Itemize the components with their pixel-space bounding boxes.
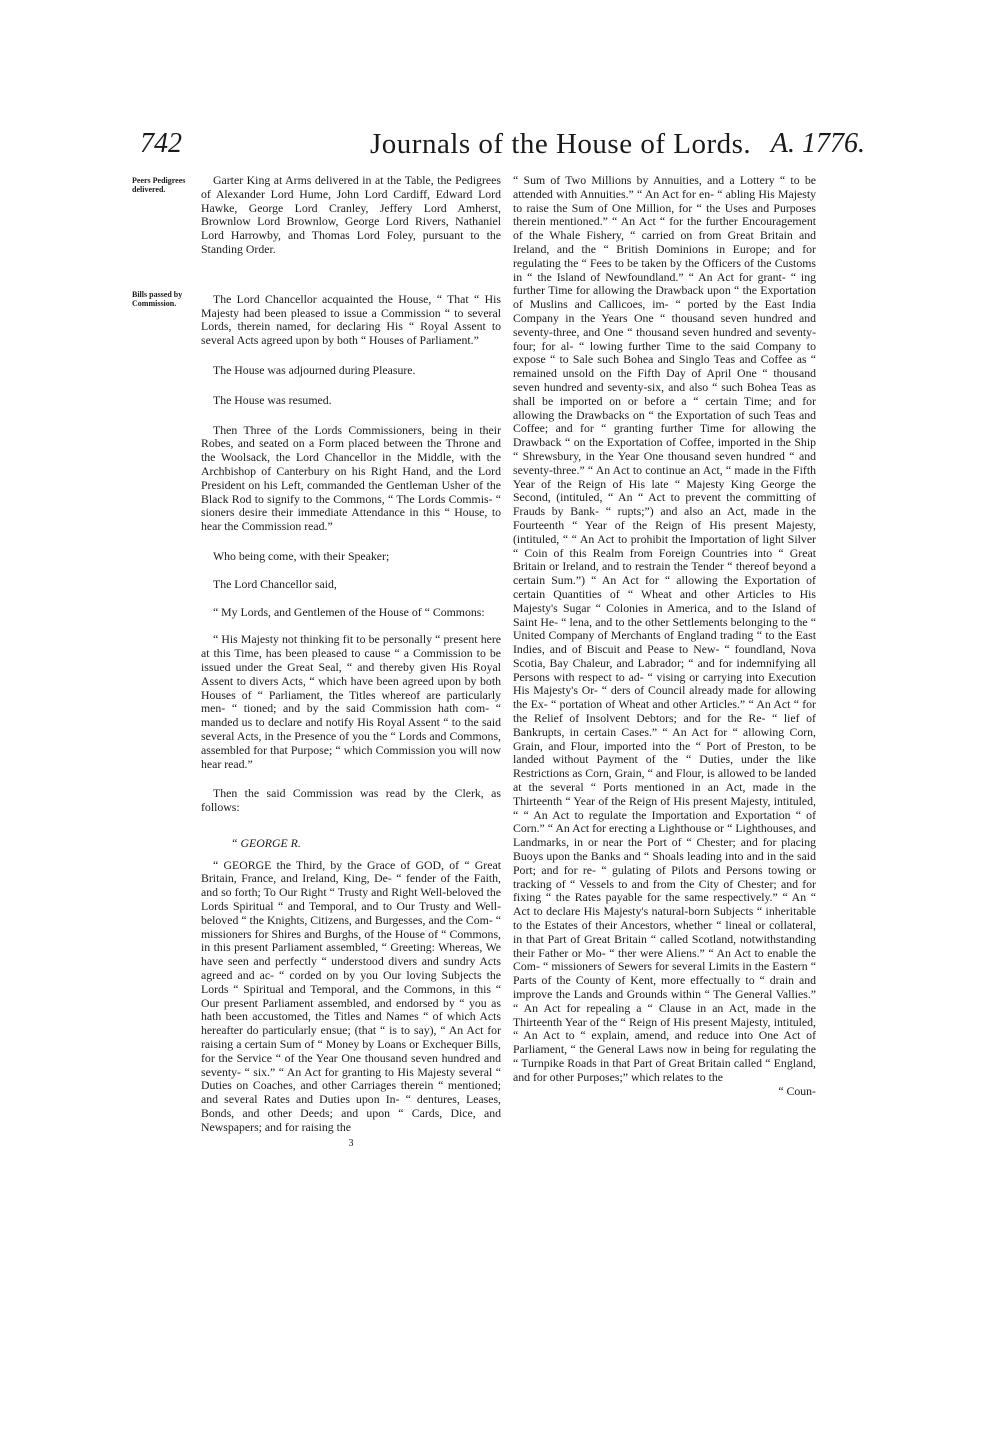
page-year: A. 1776. — [770, 128, 865, 159]
paragraph-acts-list: “ Sum of Two Millions by Annuities, and a Lottery “ to be attended with Annuities.” “ An Act for en- “ abling His Majesty to raise the Sum of One Million, for “ the Uses and Purposes therein mentioned.” “ An Act “ for the further Encouragement of the Whale Fishery, “ carried on from Great Britain and Ireland, and the “ British Dominions in Europe; and for regulating the “ Fees to be taken by the Officers of the Customs in “ the Island of Newfoundland.” “ An Act for grant- “ ing further Time for allowing the Drawback upon “ the Exportation of Muslins and Callicoes, im- “ ported by the East India Company in the Years One “ thousand seven hundred and seventy-three, and One “ thousand seven hundred and seventy-four; for al- “ lowing further Time to the said Company to expose “ to Sale such Bohea and Singlo Teas and Coffee as “ remained unsold on the Fifth Day of April One “ thousand seven hundred and seventy-six, and also “ such Bohea Teas as shall be imported on or before a “ certain Time; and for allowing the Drawbacks on “ the Exportation of such Teas and Coffee; and for “ granting further Time for allowing the Drawback “ on the Exportation of Coffee, imported in the Ship “ Shrewsbury, in the Year One thousand seven hundred “ and seventy-three.” “ An Act to continue an Act, “ made in the Fifth Year of the Reign of His late “ Majesty King George the Second, (intituled, “ An “ Act to prevent the committing of Frauds by Bank- “ rupts;”) and also an Act, made in the Fourteenth “ Year of the Reign of His present Majesty, (intituled, “ “ An Act to prohibit the Importation of light Silver “ Coin of this Realm from Foreign Countries into “ Great Britain or Ireland, and to restrain the Tender “ thereof beyond a certain Sum.”) “ An Act for “ allowing the Exportation of certain Quantities of “ Wheat and other Articles to His Majesty's Sugar “ Colonies in America, and to the Island of Saint He- “ lena, and to the other Settlements belonging to the “ United Company of Merchants of England trading “ to the East Indies, and of Biscuit and Pease to New- “ foundland, Nova Scotia, Bay Chaleur, and Labrador; “ and for indemnifying all Persons with respect to ad- “ vising or carrying into Execution His Majesty's Or- “ ders of Council already made for allowing the Ex- “ portation of Wheat and other Articles.” “ An Act “ for the Relief of Insolvent Debtors; and for the Re- “ lief of Bankrupts, in certain Cases.” “ An Act for “ allowing Corn, Grain, and Flour, imported into the “ Port of Preston, to be landed without Payment of the “ Duties, under the like Restrictions as Corn, Grain, “ and Flour, is allowed to be landed at the several “ Ports mentioned in an Act, made in the Thirteenth “ Year of the Reign of His present Majesty, intituled, “ “ An Act to regulate the Importation and Exportation “ of Corn.” “ An Act for erecting a Lighthouse or “ Lighthouses, and Landmarks, in or near the Port of “ Chester; and for placing Buoys upon the Banks and “ Shoals leading into and in the said Port; and for re- “ gulating of Pilots and Persons towing or tracking of “ Vessels to and from the City of Chester; and for fixing “ the Rates payable for the same respectively.” “ An “ Act to declare His Majesty's natural-born Subjects “ inheritable to the Estates of their Ancestors, whether “ lineal or collateral, in that Part of Great Britain “ called Scotland, notwithstanding their Father or Mo- “ ther were Aliens.” “ An Act to enable the Com- “ missioners of Sewers for several Limits in the Eastern “ Parts of the County of Kent, more effectually to “ drain and improve the Lands and Grounds within “ The General Vallies.” “ An Act for repealing a “ Clause in an Act, made in the Thirteenth Year of the “ Reign of His present Majesty, intituled, “ An Act to “ explain, amend, and reduce into One Act of Parliament, “ the General Laws now in being for regulating the “ Turnpike Roads in that Part of Great Britain called “ England, and for other Purposes;” which relates to the — [513, 173, 816, 1084]
paragraph-address: “ My Lords, and Gentlemen of the House of “ Commons: — [213, 604, 485, 619]
right-column — [513, 174, 816, 1098]
paragraph-commission-read: Then the said Commission was read by the Clerk, as follows: — [201, 786, 501, 815]
paragraph-commissioners-seated: Then Three of the Lords Commissioners, being in their Robes, and seated on a Form placed between the Throne and the Woolsack, the Lord Chancellor in the Middle, with the Archbishop of Canterbury on his Right Hand, and the Lord President on his Left, commanded the Gentleman Usher of the Black Rod to signify to the Commons, “ The Lords Commis- “ sioners desire their immediate Attendance in this “ House, to hear the Commission read.” — [201, 422, 501, 534]
paragraph-resumed: The House was resumed. — [213, 392, 332, 407]
paragraph-adjourned: The House was adjourned during Pleasure. — [213, 362, 416, 377]
page-header — [140, 128, 865, 162]
paragraph-chancellor-said: The Lord Chancellor said, — [213, 576, 337, 591]
paragraph-speech: “ His Majesty not thinking fit to be personally “ present here at this Time, has been pleased to cause “ a Commission to be issued under the Great Seal, “ and thereby given His Royal Assent to divers Acts, “ which have been agreed upon by both Houses of “ Parliament, the Titles whereof are particularly men- “ tioned; and by the said Commission hath com- “ manded us to declare and notify His Royal Assent “ to the said several Acts, in the Presence of you the “ Lords and Commons, assembled for that Purpose; “ which Commission you will now hear read.” — [201, 632, 501, 771]
paragraph-commission-text: “ GEORGE the Third, by the Grace of GOD, of “ Great Britain, France, and Ireland, King, De- “ fender of the Faith, and so forth; To Our Right “ Trusty and Right Well-beloved the Lords Spiritual “ and Temporal, and to Our Trusty and Well-beloved “ the Knights, Citizens, and Burgesses, and the Com- “ missioners for Shires and Burghs, of the House of “ Commons, in this present Parliament assembled, “ Greeting: Whereas, We have seen and perfectly “ understood divers and sundry Acts agreed and ac- “ corded on by you Our loving Subjects the Lords “ Spiritual and Temporal, and the Commons, in this “ Our present Parliament assembled, and endorsed by “ you as hath been accustomed, the Titles and Names “ of which Acts hereafter do particularly ensue; (that “ is to say), “ An Act for raising a certain Sum of “ Money by Loans or Exchequer Bills, for the Service “ of the Year One thousand seven hundred and seventy- “ six.” “ An Act for granting to His Majesty several “ Duties on Coaches, and other Carriages therein “ mentioned; and several Rates and Duties upon In- “ dentures, Leases, Bonds, and other Deeds; and upon “ Cards, Dice, and Newspapers; and for raising the — [201, 857, 501, 1134]
page-number: 742 — [140, 128, 182, 159]
catchword: “ Coun- — [778, 1083, 816, 1098]
left-column — [201, 174, 501, 1150]
running-title: Journals of the House of Lords. — [370, 128, 752, 160]
paragraph-commission-announced: The Lord Chancellor acquainted the House, “ That “ His Majesty had been pleased to issue a Commission “ to several Lords, therein named, for declaring His “ Royal Assent to several Acts agreed upon by both “ Houses of Parliament.” — [201, 291, 501, 348]
heading-george-r: “ GEORGE R. — [231, 835, 301, 850]
paragraph-pedigrees: Garter King at Arms delivered in at the Table, the Pedigrees of Alexander Lord Hume, John Lord Cardiff, Edward Lord Hawke, George Lord Cranley, Jeffery Lord Amherst, Brownlow Lord Brownlow, George Lord Rivers, Nathaniel Lord Harrowby, and Thomas Lord Foley, pursuant to the Standing Order. — [201, 173, 501, 256]
margin-note-pedigrees: Peers Pedigrees delivered. — [132, 176, 186, 194]
margin-note-bills: Bills passed by Commission. — [132, 290, 183, 308]
signature-mark: 3 — [348, 1137, 354, 1149]
paragraph-speaker: Who being come, with their Speaker; — [213, 548, 390, 563]
